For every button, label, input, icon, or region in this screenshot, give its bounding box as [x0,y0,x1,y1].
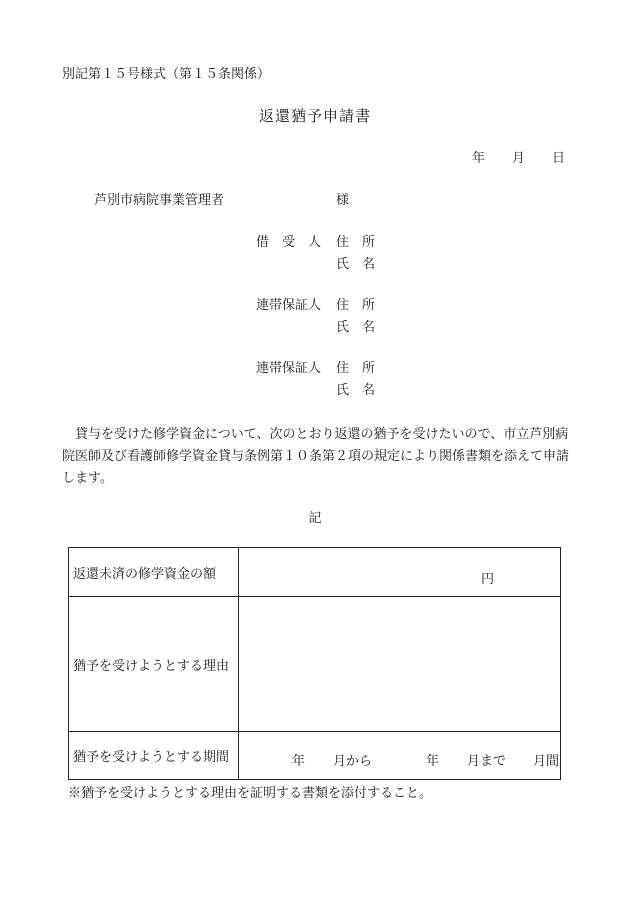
period-start-year: 年 [292,754,306,769]
unpaid-amount-label: 返還未済の修学資金の額 [69,548,239,597]
footnote: ※猶予を受けようとする理由を証明する書類を添付すること。 [68,786,433,801]
borrower-name-label: 氏 名 [336,257,376,272]
page-title: 返還猶予申請書 [258,107,371,125]
guarantor2-role: 連帯保証人 [256,361,322,376]
period-start-month: 月から [333,754,373,769]
table-row [69,548,561,597]
yen-unit: 円 [481,572,495,587]
deferment-period-field[interactable] [239,732,561,780]
table-row [69,732,561,780]
guarantor2-name-label: 氏 名 [336,383,376,398]
borrower-role: 借 受 人 [256,235,322,250]
guarantor1-name-label: 氏 名 [336,320,376,335]
addressee-honorific: 様 [336,193,350,208]
form-number: 別記第１５号様式（第１５条関係） [62,67,271,82]
table-row [69,597,561,732]
unpaid-amount-field[interactable] [239,548,561,597]
deferment-period-label: 猶予を受けようとする期間 [69,732,239,780]
period-months: 月間 [533,754,560,769]
date-year-label: 年 [472,151,486,166]
addressee-name: 芦別市病院事業管理者 [94,193,225,208]
application-statement: 貸与を受けた修学資金について、次のとおり返還の猶予を受けたいので、市立芦別病院医師及び看護師修学資金貸与条例第１０条第２項の規定により関係書類を添えて申請します。 [62,427,570,486]
borrower-address-label: 住 所 [336,235,376,250]
guarantor2-address-label: 住 所 [336,361,376,376]
deferment-reason-label: 猶予を受けようとする理由 [69,597,239,732]
period-end-month: 月まで [467,754,507,769]
period-end-year: 年 [426,754,440,769]
guarantor1-role: 連帯保証人 [256,298,322,313]
note-heading: 記 [308,511,322,526]
date-day-label: 日 [552,151,566,166]
date-month-label: 月 [512,151,526,166]
deferment-reason-field[interactable] [239,597,561,732]
guarantor1-address-label: 住 所 [336,298,376,313]
application-table [68,547,561,780]
